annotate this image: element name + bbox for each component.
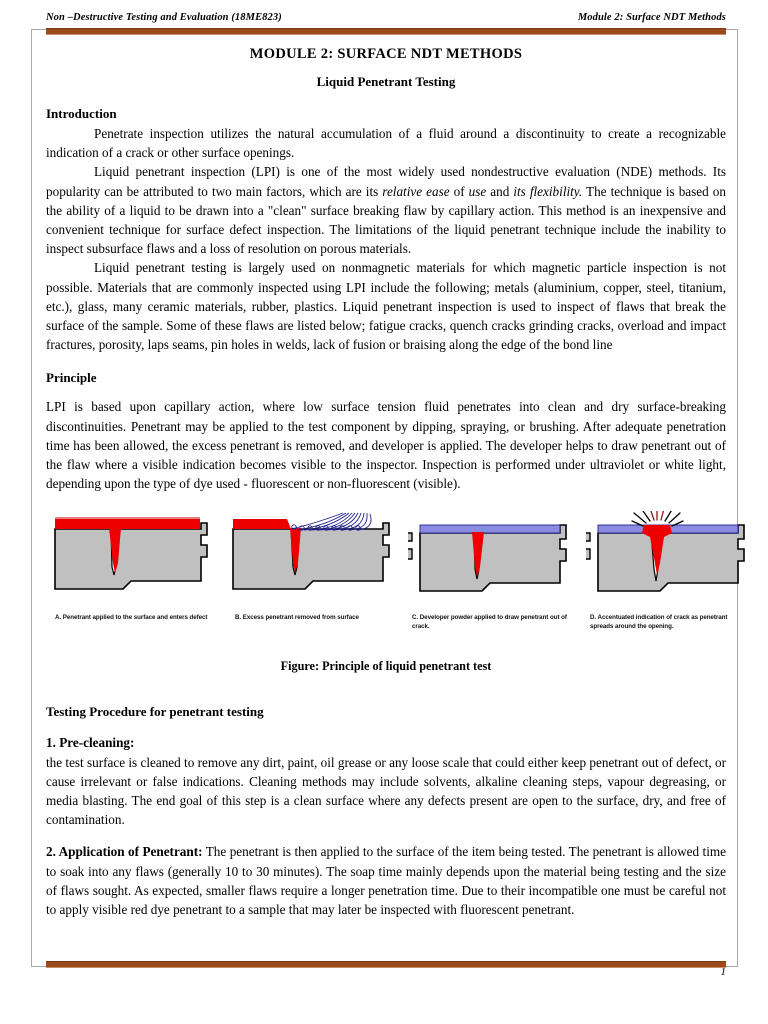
section-heading-introduction: Introduction [46, 106, 117, 121]
figure-panel-c-developer-applied [408, 511, 583, 611]
panel-b-text: Excess penetrant removed from surface [242, 614, 359, 622]
panel-b-metal-block [233, 523, 389, 589]
intro-p2-italic-1: relative ease [382, 183, 450, 199]
figure-caption: Figure: Principle of liquid penetrant test [280, 659, 492, 674]
intro-p2-italic-2: use [468, 183, 487, 199]
panel-a-metal-block [55, 523, 207, 589]
footer-rule [46, 961, 726, 968]
header-rule [46, 28, 726, 35]
step-1-body: the test surface is cleaned to remove any dirt, paint, oil grease or any loose scale that could either keep penetrant out of defect, or cause irrelevant or false indications. Cleaning methods may include solvents, alkaline cleaning steps, vapour degreasing, or media blasting. The end goal of this step is a clean surface where any defects present are open to the surface, dry, and free of contamination. [46, 754, 726, 828]
panel-b-spray-stream [291, 513, 371, 530]
intro-p2-seg-a: Liquid penetrant inspection (LPI) is one of the most widely used nondestructive evaluation (NDE) methods. Its popularity can be attributed to two main factors, which are its [46, 164, 726, 199]
panel-b-label: B. [235, 614, 242, 622]
intro-paragraph-2 [46, 162, 726, 258]
header-left-text: Non –Destructive Testing and Evaluation (18ME823) [46, 12, 282, 23]
step-1-label: 1. Pre-cleaning: [46, 735, 135, 751]
panel-c-label: C. [412, 614, 419, 622]
panel-a-label: A. [55, 614, 62, 622]
panel-c-left-block-fragment [408, 533, 412, 559]
header-right-text: Module 2: Surface NDT Methods [577, 12, 726, 23]
panel-caption-b [235, 614, 395, 623]
figure-principle-of-liquid-penetrant-test [46, 511, 726, 686]
figure-panel-b-excess-removed [231, 511, 411, 611]
page-title: MODULE 2: SURFACE NDT METHODS [249, 46, 523, 62]
intro-paragraph-3: Liquid penetrant testing is largely used on nonmagnetic materials for which magnetic particle inspection is not possible. Materials that are commonly inspected using LPI include the following; metals (aluminium, copper, steel, titanium, etc.), glass, many ceramic materials, rubber, plastics. Liquid penetrant inspection is used to inspect of flaws that break the surface of the sample. Some of these flaws are listed below; fatigue cracks, quench cracks grinding cracks, overload and impact fractures, porosity, laps seams, pin holes in welds, lack of fusion or braising along the edge of the bond line [46, 260, 726, 353]
panel-c-metal-block [420, 525, 566, 591]
step-2-body: The penetrant is then applied to the surface of the item being tested. The penetrant is allowed time to soak into any flaws (generally 10 to 30 minutes). The soap time mainly depends upon the material being testing and the size of flaws sought. As expected, smaller flaws require a longer penetration time. Due to their incompatible one must be careful not to apply visible red dye penetrant to a sample that may later be inspected with fluorescent penetrant. [46, 844, 726, 918]
panel-d-text: Accentuated indication of crack as penetrant spreads around the opening. [590, 614, 728, 631]
intro-p2-seg-c: and [486, 183, 514, 199]
step-2-paragraph [46, 842, 726, 919]
panel-caption-d [590, 614, 745, 632]
figure-panel-a-penetrant-applied [53, 511, 223, 611]
panel-caption-a [55, 614, 223, 623]
step-2-label: 2. Application of Penetrant: [46, 844, 203, 860]
panel-a-text: Penetrant applied to the surface and enters defect [62, 614, 208, 622]
panel-d-label: D. [590, 614, 597, 622]
panel-c-text: Developer powder applied to draw penetrant out of crack. [412, 614, 567, 631]
page-subtitle: Liquid Penetrant Testing [316, 74, 456, 89]
principle-paragraph-1: LPI is based upon capillary action, where low surface tension fluid penetrates into clean and dry surface-breaking discontinuities. Penetrant may be applied to the test component by dipping, spraying, or brushing. After adequate penetration time has been allowed, the excess penetrant is removed, and developer is applied. The developer helps to draw penetrant out of the flaw where a visible indication becomes visible to the inspector. Inspection is performed under ultraviolet or white light, depending upon the type of dye used - fluorescent or non-fluorescent (visible). [46, 399, 726, 492]
panel-caption-c [412, 614, 572, 632]
document-content [46, 40, 726, 919]
section-heading-principle: Principle [46, 370, 97, 386]
intro-p2-seg-b: of [449, 183, 469, 199]
panel-d-left-block-fragment [586, 533, 590, 559]
section-heading-procedure: Testing Procedure for penetrant testing [46, 704, 264, 720]
page-number: 1 [720, 966, 726, 978]
running-header [46, 12, 726, 23]
figure-panel-d-accentuated-indication [586, 511, 766, 611]
intro-paragraph-1: Penetrate inspection utilizes the natural accumulation of a fluid around a discontinuity to create a recognizable indication of a crack or other surface openings. [46, 126, 726, 161]
panel-c-developer-layer [420, 525, 560, 533]
intro-p2-seg-d: The technique is based on the ability of a liquid to be drawn into a "clean" surface breaking flaw by capillary action. This method is an inexpensive and convenient technique for surface defect inspection. The limitations of the liquid penetrant technique include the inability to inspect subsurface flaws and a loss of resolution on porous materials. [46, 183, 726, 257]
intro-p2-italic-3: its flexibility. [513, 183, 583, 199]
panel-d-light-rays [632, 511, 683, 526]
panel-d-metal-block [598, 525, 744, 591]
step-1-heading [46, 733, 726, 752]
